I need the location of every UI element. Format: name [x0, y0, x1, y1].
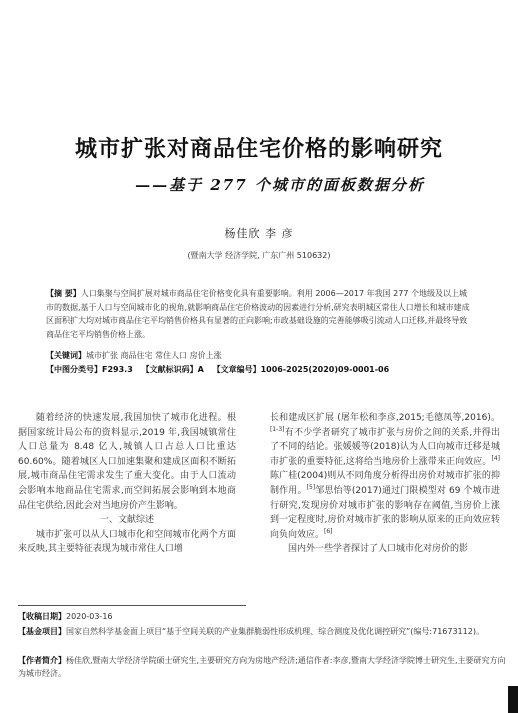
- text-run: 陈广桂(2004)则从不同角度分析得出房价对城市扩张的抑制作用。: [270, 471, 500, 496]
- page-edge-marker: [508, 686, 518, 713]
- text-run: 有不少学者研究了城市扩张与房价之间的关系,并得出了不同的结论。张媛媛等(2018)认为人口向城市迁移是城市扩张的重要特征,这将给当地房价上涨带来正向效应。: [270, 427, 500, 467]
- keywords-label: 【关键词】: [46, 351, 86, 360]
- article-number: 【文章编号】1006-2025(2020)09-0001-06: [212, 365, 390, 374]
- footnote-label: 【基金项目】: [18, 627, 66, 636]
- paper-title: 城市扩张对商品住宅价格的影响研究: [74, 136, 443, 162]
- body-left-column: [18, 411, 236, 557]
- author-names: 杨佳欣 李 彦: [224, 227, 294, 240]
- clc-number: 【中图分类号】F293.3: [46, 365, 133, 374]
- keywords: [46, 350, 470, 361]
- abstract: [46, 287, 470, 341]
- footnote-received: [18, 611, 508, 624]
- footnote-label: 【收稿日期】: [18, 612, 66, 621]
- citation: [6]: [324, 527, 333, 535]
- footnote-text: 国家自然科学基金面上项目“基于空间关联的产业集群脆弱性形成机理、综合测度及优化调控研究”(编号:71673112)。: [66, 627, 484, 636]
- document-code: 【文献标识码】A: [141, 365, 204, 374]
- citation: [4]: [491, 454, 500, 462]
- text-run: 长和建成区扩展 (屠年松和李彦,2015;毛德凤等,2016)。: [270, 413, 500, 423]
- body-paragraph: 随着经济的快速发展,我国加快了城市化进程。根据国家统计局公布的资料显示,2019 年,我国城镇常住人口总量为 8.48 亿人,城镇人口占总人口比重达 60.60%。随着城区人口加速集聚和建成区面积不断拓展,城市商品住宅需求发生了重大变化。由于人口流动会影响本地商品住宅需求,而空间拓展会影响到本地商品住宅供给,因此会对当地房价产生影响。: [18, 413, 236, 511]
- body-paragraph: 城市扩张可以从人口城市化和空间城市化两个方面来反映,其主要特征表现为城市常住人口增: [18, 529, 236, 555]
- footnote-text: 杨佳欣,暨南大学经济学院硕士研究生,主要研究方向为房地产经济;通信作者:李彦,暨南大学经济学院博士研究生,主要研究方向为城市经济。: [18, 656, 506, 678]
- body-paragraph: [270, 411, 500, 542]
- footnote-author: [18, 655, 508, 680]
- footnote-fund: [18, 626, 508, 639]
- abstract-label: 【摘 要】: [46, 289, 81, 298]
- keywords-text: 城市扩张 商品住宅 常住人口 房价上涨: [86, 351, 222, 360]
- section-heading: 一、文献综述: [99, 515, 154, 526]
- footnote-text: 2020-03-16: [66, 612, 113, 621]
- footnote-divider: [18, 605, 246, 606]
- body-paragraph: 国内外一些学者探讨了人口城市化对房价的影: [288, 544, 469, 555]
- citation: [5]: [306, 483, 316, 491]
- paper-subtitle: ——基于 277 个城市的面板数据分析: [135, 176, 425, 194]
- body-right-column: [270, 411, 500, 557]
- author-affiliation: (暨南大学 经济学院, 广东广州 510632): [187, 251, 331, 260]
- footnote-label: 【作者简介】: [18, 656, 66, 665]
- text-run: 邹思怡等(2017)通过门限模型对 69 个城市进行研究,发现房价对城市扩张的影响存在阈值,当房价上涨到一定程度时,房价对城市扩张的影响从原来的正向效应转向负向效应。: [270, 485, 500, 540]
- classification-line: [46, 364, 470, 375]
- abstract-text: 人口集聚与空间扩展对城市商品住宅价格变化具有重要影响。利用 2006—2017 年我国 277 个地级及以上城市的数据,基于人口与空间城市化的视角,就影响商品住宅价格波动的因素进行分析,研究表明城区常住人口增长和城市建成区面积扩大均对城市商品住宅平均销售价格具有显著的正向影响;市政基础设施的完善能够吸引流动人口迁移,并最终导致商品住宅平均销售价格上涨。: [46, 289, 470, 339]
- citation: [1-3]: [270, 425, 285, 433]
